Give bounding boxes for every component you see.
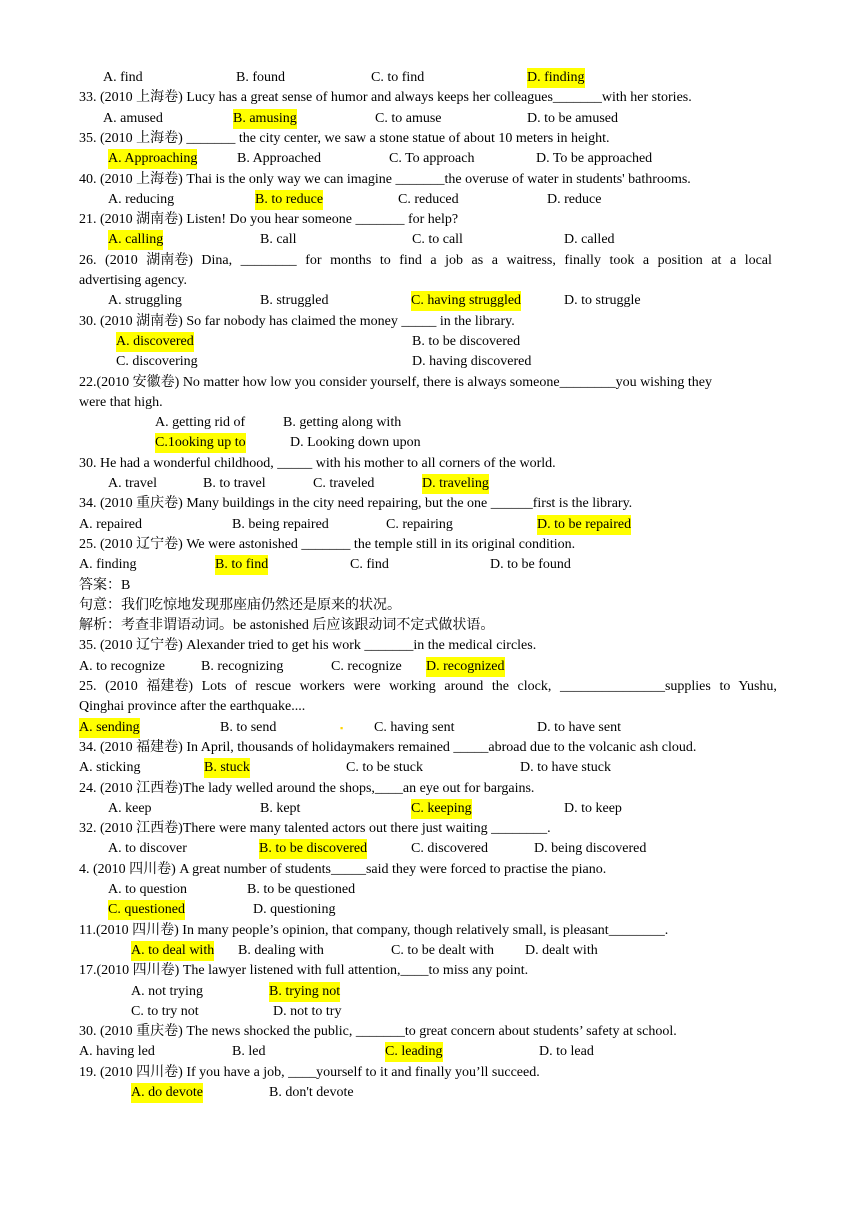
question-text: 解析：考查非谓语动词。be astonished 后应该跟动词不定式做状语。 xyxy=(79,618,495,634)
question-text: 26. (2010 湖南卷) Dina, ________ for months to find a job as a waitress, finally took a position at a local xyxy=(79,252,772,268)
answer-option-highlighted: A. sending xyxy=(79,718,140,738)
question-text: 34. (2010 福建卷) In April, thousands of holidaymakers remained _____abroad due to the volcanic ash cloud. xyxy=(79,739,697,755)
question-text: 21. (2010 湖南卷) Listen! Do you hear someone _______ for help? xyxy=(79,212,459,228)
answer-option-highlighted: A. calling xyxy=(108,230,163,250)
answer-option-highlighted: C. keeping xyxy=(411,799,472,819)
answer-option-highlighted: B. stuck xyxy=(204,758,250,778)
question-text: 35. (2010 上海卷) _______ the city center, we saw a stone statue of about 10 meters in height. xyxy=(79,130,610,146)
answer-option: C. to be dealt with xyxy=(391,942,495,958)
answer-option: C. to try not xyxy=(131,1003,199,1019)
answer-option: A. to recognize xyxy=(79,658,165,674)
answer-option-highlighted: C. having struggled xyxy=(411,291,521,311)
answer-option: D. questioning xyxy=(253,902,336,918)
question-text: 30. (2010 重庆卷) The news shocked the public, _______to great concern about students’ safety at school. xyxy=(79,1024,677,1040)
question-text: 25. (2010 福建卷) Lots of rescue workers were working around the clock, _______________supplies to Yushu, xyxy=(79,679,777,694)
answer-option: B. to be questioned xyxy=(247,882,356,897)
answer-option: B. recognizing xyxy=(201,658,284,674)
answer-option: D. to keep xyxy=(564,800,622,816)
answer-option: B. found xyxy=(236,70,285,85)
question-text: 句意：我们吃惊地发现那座庙仍然还是原来的状况。 xyxy=(79,597,401,613)
answer-option-highlighted: C. leading xyxy=(385,1042,443,1062)
answer-option: C. discovering xyxy=(116,354,198,370)
answer-option: B. being repaired xyxy=(232,516,329,532)
answer-option: B. struggled xyxy=(260,293,329,309)
answer-option: A. to discover xyxy=(108,841,187,857)
answer-option-highlighted: C.1ooking up to xyxy=(155,433,246,453)
answer-option: B. to be discovered xyxy=(412,333,521,349)
answer-option: A. struggling xyxy=(108,293,182,309)
answer-option: A. reducing xyxy=(108,191,175,207)
answer-option: B. led xyxy=(232,1044,266,1060)
question-text: 32. (2010 江西卷)There were many talented actors out there just waiting ________. xyxy=(79,821,551,837)
answer-option: D. to lead xyxy=(539,1044,594,1060)
stray-mark: ▪ xyxy=(340,722,344,733)
answer-option-highlighted: B. amusing xyxy=(233,109,297,129)
answer-option: B. to send xyxy=(220,719,277,735)
question-text: 22.(2010 安徽卷) No matter how low you consider yourself, there is always someone________you wishing they xyxy=(79,374,713,390)
answer-option-highlighted: D. to be repaired xyxy=(537,515,631,535)
question-text: 19. (2010 四川卷) If you have a job, ____yourself to it and finally you’ll succeed. xyxy=(79,1064,540,1080)
answer-option: B. to travel xyxy=(203,476,266,491)
answer-option: A. to question xyxy=(108,882,187,897)
question-text: 30. He had a wonderful childhood, _____ with his mother to all corners of the world. xyxy=(79,455,556,471)
question-text: 25. (2010 辽宁卷) We were astonished _______ the temple still in its original condition. xyxy=(79,536,576,552)
question-text: 40. (2010 上海卷) Thai is the only way we can imagine _______the overuse of water in students' bathrooms. xyxy=(79,171,691,187)
answer-option-highlighted: A. to deal with xyxy=(131,941,214,961)
answer-option: C. recognize xyxy=(331,658,402,674)
answer-option: B. Approached xyxy=(237,151,321,167)
question-text: were that high. xyxy=(79,394,163,410)
question-text: 17.(2010 四川卷) The lawyer listened with full attention,____to miss any point. xyxy=(79,963,529,979)
question-text: 34. (2010 重庆卷) Many buildings in the city need repairing, but the one ______first is the library. xyxy=(79,496,633,512)
answer-option: A. repaired xyxy=(79,516,142,532)
question-text: 4. (2010 四川卷) A great number of students_____said they were forced to practise the piano. xyxy=(79,861,607,877)
answer-option: B. don't devote xyxy=(269,1085,354,1100)
answer-option: C. discovered xyxy=(411,841,488,857)
answer-option: D. having discovered xyxy=(412,354,532,370)
question-text: 33. (2010 上海卷) Lucy has a great sense of humor and always keeps her colleagues_______with her stories. xyxy=(79,90,692,106)
question-text: 24. (2010 江西卷)The lady welled around the shops,____an eye out for bargains. xyxy=(79,780,535,796)
answer-option: D. to be amused xyxy=(527,110,618,126)
answer-option-highlighted: D. recognized xyxy=(426,657,505,677)
answer-option: D. not to try xyxy=(273,1003,342,1019)
answer-option: A. having led xyxy=(79,1044,155,1060)
answer-option: A. getting rid of xyxy=(155,415,246,431)
answer-option: A. find xyxy=(103,70,143,85)
answer-option-highlighted: B. to reduce xyxy=(255,190,323,210)
question-text: advertising agency. xyxy=(79,273,187,288)
question-text: 35. (2010 辽宁卷) Alexander tried to get his work _______in the medical circles. xyxy=(79,638,537,654)
answer-option: D. being discovered xyxy=(534,841,647,857)
answer-option: D. to be found xyxy=(490,557,571,573)
question-text: 30. (2010 湖南卷) So far nobody has claimed the money _____ in the library. xyxy=(79,313,515,329)
answer-option: C. To approach xyxy=(389,151,475,167)
answer-option: C. to amuse xyxy=(375,110,442,126)
question-text: 11.(2010 四川卷) In many people’s opinion, that company, though relatively small, is pleasant________. xyxy=(79,922,669,938)
answer-option: A. travel xyxy=(108,476,157,491)
answer-option: B. dealing with xyxy=(238,942,324,958)
answer-option: B. call xyxy=(260,232,297,248)
answer-option: C. to call xyxy=(412,232,463,248)
answer-option: D. to have sent xyxy=(537,719,621,735)
answer-option-highlighted: B. to be discovered xyxy=(259,839,367,859)
answer-option-highlighted: B. to find xyxy=(215,555,268,575)
answer-option: D. reduce xyxy=(547,191,602,207)
answer-option: B. kept xyxy=(260,800,301,816)
answer-option: D. called xyxy=(564,232,615,248)
answer-option: D. Looking down upon xyxy=(290,435,421,451)
answer-option: A. sticking xyxy=(79,760,141,776)
answer-option: C. to find xyxy=(371,70,425,85)
answer-option-highlighted: C. questioned xyxy=(108,900,185,920)
answer-option: C. reduced xyxy=(398,191,459,207)
answer-option-highlighted: D. finding xyxy=(527,68,585,88)
answer-option: D. dealt with xyxy=(525,942,598,958)
answer-option: D. to struggle xyxy=(564,293,641,309)
answer-option-highlighted: B. trying not xyxy=(269,982,340,1002)
answer-option: A. keep xyxy=(108,800,152,816)
answer-option: B. getting along with xyxy=(283,415,402,431)
answer-option-highlighted: D. traveling xyxy=(422,474,489,494)
question-text: 答案：B xyxy=(79,577,131,593)
answer-option-highlighted: A. Approaching xyxy=(108,149,197,169)
answer-option: A. not trying xyxy=(131,983,203,999)
answer-option: D. To be approached xyxy=(536,151,653,167)
answer-option: A. finding xyxy=(79,557,137,573)
answer-option: C. traveled xyxy=(313,476,375,491)
answer-option: C. to be stuck xyxy=(346,760,423,776)
answer-option-highlighted: A. do devote xyxy=(131,1083,203,1103)
answer-option: D. to have stuck xyxy=(520,760,611,776)
answer-option: A. amused xyxy=(103,110,163,126)
answer-option: C. having sent xyxy=(374,719,455,735)
question-text: Qinghai province after the earthquake.... xyxy=(79,699,306,715)
answer-option: C. find xyxy=(350,557,389,573)
answer-option-highlighted: A. discovered xyxy=(116,332,194,352)
answer-option: C. repairing xyxy=(386,516,453,532)
